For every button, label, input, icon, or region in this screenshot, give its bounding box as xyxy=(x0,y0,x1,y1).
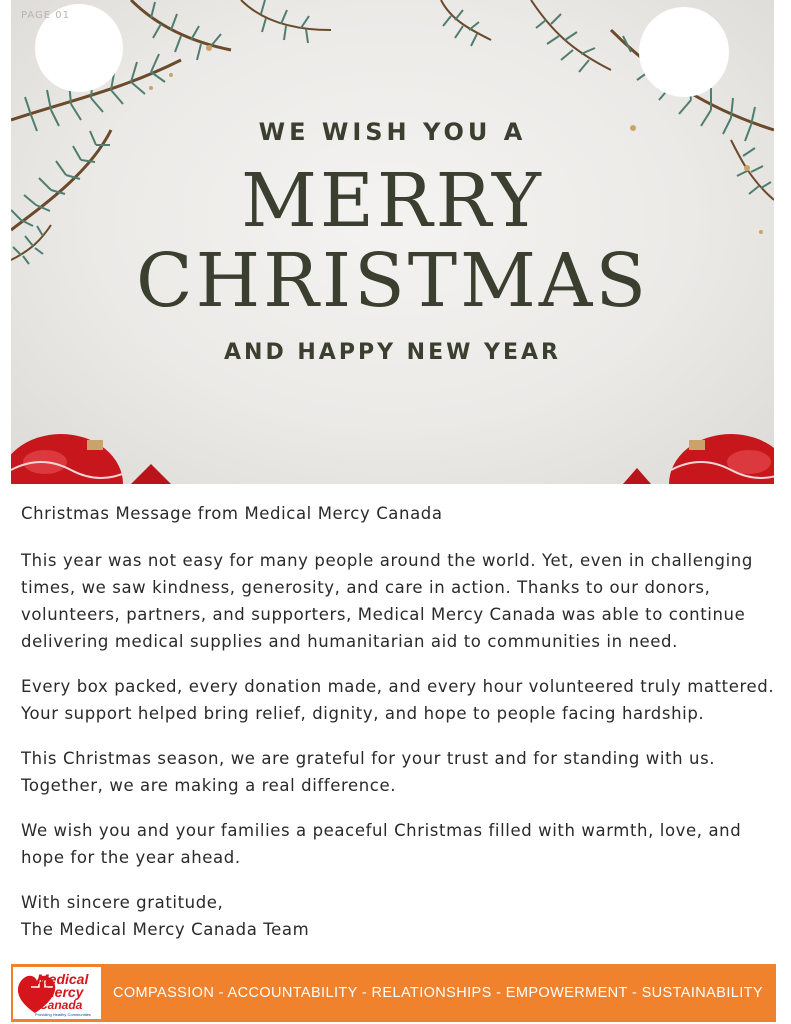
footer-bar xyxy=(11,964,776,1022)
organization-values: COMPASSION - ACCOUNTABILITY - RELATIONSHIPS - EMPOWERMENT - SUSTAINABILITY xyxy=(113,985,763,1001)
message-paragraph: We wish you and your families a peaceful Christmas filled with warmth, love, and hope for the year ahead. xyxy=(21,821,742,867)
christmas-banner xyxy=(11,0,774,484)
page-number-label: PAGE 01 xyxy=(21,10,71,21)
logo-text-mercy: Mercy xyxy=(43,984,84,1000)
message-paragraph: This year was not easy for many people around the world. Yet, even in challenging times, we saw kindness, generosity, and care in action. Thanks to our donors, volunteers, partners, and supporters, Medical Mercy Canada was able to continue delivering medical supplies and humanitarian aid to communities in need. xyxy=(21,551,753,651)
logo-text-canada: Canada xyxy=(39,998,83,1012)
message-paragraph: This Christmas season, we are grateful for your trust and for standing with us. Together, we are making a real difference. xyxy=(21,749,716,795)
logo-text-medical: Medical xyxy=(37,971,89,987)
white-ornament-right xyxy=(639,7,729,97)
greeting-line-we-wish: WE WISH YOU A xyxy=(258,118,527,146)
message-paragraph: Every box packed, every donation made, and every hour volunteered truly mattered. Your support helped bring relief, dignity, and hope to people facing hardship. xyxy=(21,677,775,723)
message-heading: Christmas Message from Medical Mercy Canada xyxy=(21,504,443,523)
logo-tagline: Providing Healthy Communities xyxy=(35,1012,91,1017)
logo-wordmark xyxy=(37,973,101,1012)
closing-line: With sincere gratitude, xyxy=(21,893,224,912)
red-ornament-bottom-right xyxy=(623,434,774,484)
message-body xyxy=(21,500,781,943)
medical-mercy-canada-logo xyxy=(13,967,101,1019)
red-ornament-bottom-left xyxy=(11,434,171,484)
signature-line: The Medical Mercy Canada Team xyxy=(21,920,310,939)
greeting-happy-new-year: AND HAPPY NEW YEAR xyxy=(224,340,561,365)
greeting-christmas: CHRISTMAS xyxy=(135,238,650,324)
greeting-merry: MERRY xyxy=(241,158,544,244)
